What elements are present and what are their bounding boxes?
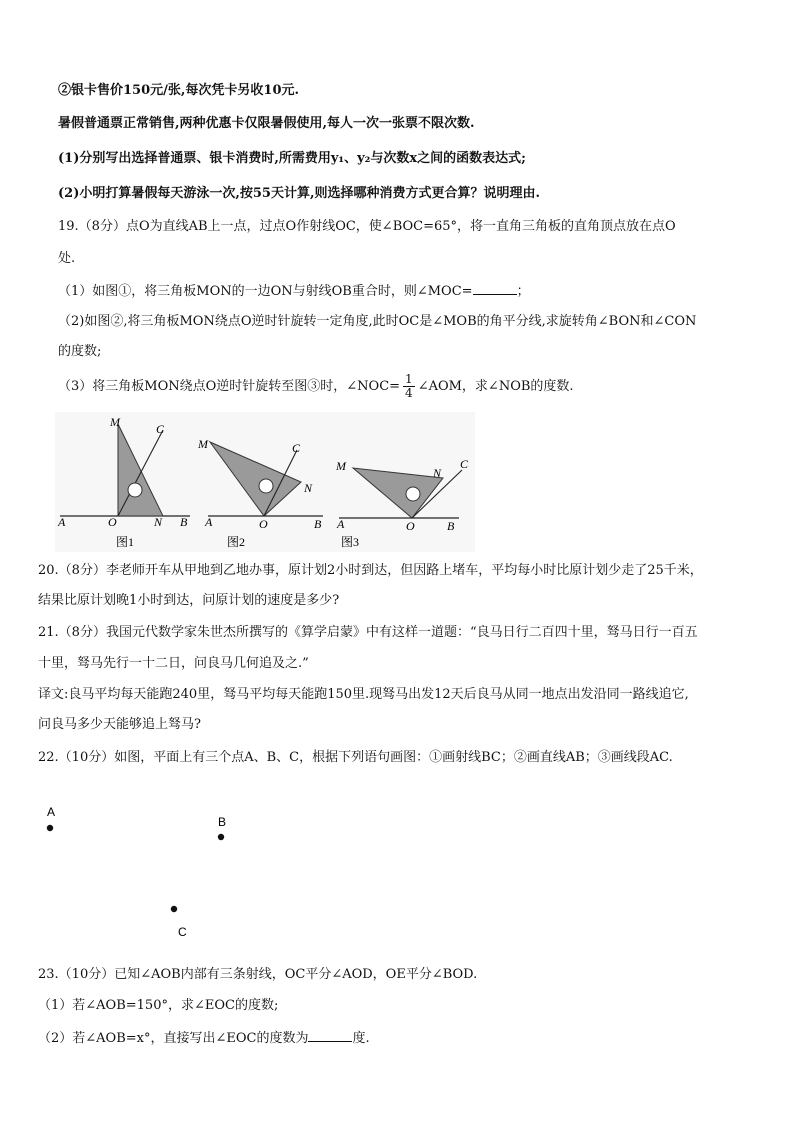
q20-line-2: 结果比原计划晚1小时到达，问原计划的速度是多少? bbox=[38, 593, 340, 608]
fig3-label-n: N bbox=[433, 466, 442, 480]
q23-line-1: 23.（10分）已知∠AOB内部有三条射线，OC平分∠AOD，OE平分∠BOD. bbox=[38, 967, 478, 982]
point-c bbox=[171, 906, 177, 912]
answer-blank[interactable] bbox=[308, 1029, 352, 1042]
q21-line-3: 译文:良马平均每天能跑240里，驽马平均每天能跑150里.现驽马出发12天后良马从同一地点出发沿同一路线追它, bbox=[38, 687, 689, 702]
fig3-label-m: M bbox=[336, 459, 346, 473]
answer-blank[interactable] bbox=[473, 282, 517, 295]
fig1-label-m: M bbox=[110, 415, 120, 429]
fig3-hole bbox=[406, 487, 420, 501]
fig1-caption: 图1 bbox=[116, 535, 135, 549]
fraction-denominator: 4 bbox=[405, 386, 413, 400]
q22-line-1: 22.（10分）如图，平面上有三个点A、B、C，根据下列语句画图：①画射线BC；②画直线AB；③画线段AC. bbox=[38, 750, 673, 765]
q21-line-4: 问良马多少天能够追上驽马? bbox=[38, 717, 201, 732]
fig1-hole bbox=[128, 483, 142, 497]
fig3-caption: 图3 bbox=[341, 535, 360, 549]
q19-stem-1: 19.（8分）点O为直线AB上一点，过点O作射线OC，使∠BOC=65°，将一直角三角板的直角顶点放在点O bbox=[58, 219, 676, 234]
q20-line-1: 20.（8分）李老师开车从甲地到乙地办事，原计划2小时到达，但因路上堵车，平均每小时比原计划少走了25千米， bbox=[38, 563, 703, 578]
fig3-label-o: O bbox=[406, 519, 415, 533]
q19-part-2b: 的度数; bbox=[58, 344, 102, 359]
q18-line-1: ②银卡售价150元/张,每次凭卡另收10元. bbox=[58, 83, 300, 98]
fig1-label-b: B bbox=[180, 515, 188, 529]
q23-line-3 bbox=[38, 1029, 370, 1048]
q19-part-3-end: ∠AOM，求∠NOB的度数. bbox=[417, 379, 574, 394]
fig3-label-a: A bbox=[337, 517, 345, 531]
q18-line-2: 暑假普通票正常销售,两种优惠卡仅限暑假使用,每人一次一张票不限次数. bbox=[58, 116, 475, 131]
q19-part-1-end: ； bbox=[516, 284, 530, 299]
fig3-label-b: B bbox=[447, 519, 455, 533]
q19-part-1-text: （1）如图①，将三角板MON的一边ON与射线OB重合时，则∠MOC= bbox=[58, 284, 473, 299]
fig3-label-c: C bbox=[460, 457, 469, 471]
fig1-label-c: C bbox=[156, 422, 165, 436]
fig1-label-n: N bbox=[154, 515, 163, 529]
q22-points-figure bbox=[30, 795, 270, 945]
fraction-numerator: 1 bbox=[405, 372, 413, 386]
q23-line-3-end: 度. bbox=[352, 1031, 370, 1046]
fig2-label-c: C bbox=[292, 441, 301, 455]
q19-part-2a: （2)如图②,将三角板MON绕点O逆时针旋转一定角度,此时OC是∠MOB的角平分线,求旋转角∠BON和∠CON bbox=[58, 314, 697, 329]
q19-stem-2: 处. bbox=[58, 251, 76, 266]
point-b bbox=[218, 834, 224, 840]
q19-part-3-text: （3）将三角板MON绕点O逆时针旋转至图③时，∠NOC= bbox=[58, 379, 401, 394]
point-a-label: A bbox=[47, 805, 56, 819]
fig1-label-a: A bbox=[58, 515, 66, 529]
point-a bbox=[47, 825, 53, 831]
fig1-label-o: O bbox=[108, 515, 117, 529]
one-quarter-fraction bbox=[403, 373, 415, 400]
point-b-label: B bbox=[218, 815, 227, 829]
q18-line-3: (1)分别写出选择普通票、银卡消费时,所需费用y₁、y₂与次数x之间的函数表达式; bbox=[58, 151, 526, 166]
q19-part-3 bbox=[58, 372, 574, 402]
point-c-label: C bbox=[178, 925, 187, 939]
q23-line-2: （1）若∠AOB=150°，求∠EOC的度数; bbox=[38, 998, 279, 1013]
q23-line-3-text: （2）若∠AOB=x°，直接写出∠EOC的度数为 bbox=[38, 1031, 309, 1046]
fig2-label-o: O bbox=[259, 517, 268, 531]
q19-part-1 bbox=[58, 282, 530, 301]
q21-line-2: 十里，驽马先行一十二日，问良马几何追及之.” bbox=[38, 656, 309, 671]
fig2-caption: 图2 bbox=[227, 535, 246, 549]
fig2-label-a: A bbox=[205, 515, 213, 529]
q21-line-1: 21.（8分）我国元代数学家朱世杰所撰写的《算学启蒙》中有这样一道题：“良马日行二百四十里，驽马日行一百五 bbox=[38, 625, 698, 640]
fig2-hole bbox=[259, 479, 273, 493]
fig2-label-n: N bbox=[304, 481, 313, 495]
q19-figures bbox=[55, 412, 475, 552]
fig2-label-m: M bbox=[198, 437, 208, 451]
q18-line-4: (2)小明打算暑假每天游泳一次,按55天计算,则选择哪种消费方式更合算？说明理由. bbox=[58, 186, 541, 201]
fig2-label-b: B bbox=[314, 517, 322, 531]
